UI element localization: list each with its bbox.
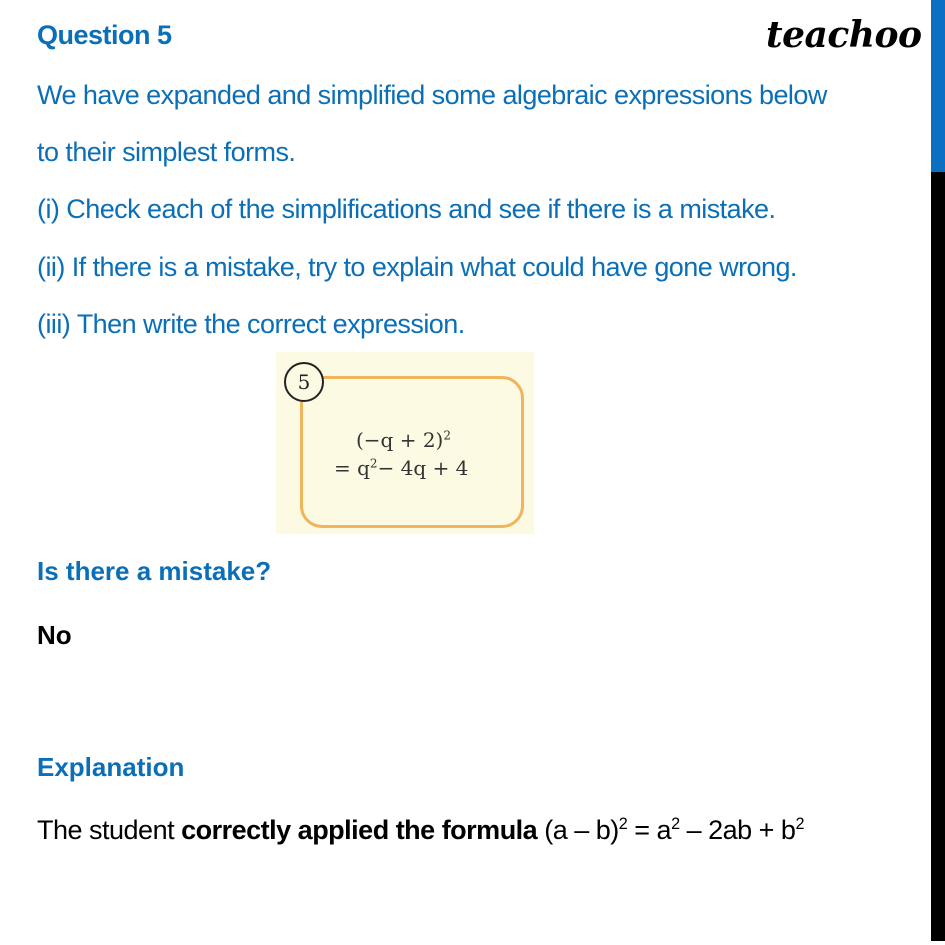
question-part-ii: (ii) If there is a mistake, try to explain what could have gone wrong.	[37, 252, 797, 282]
figure-number-badge: 5	[284, 362, 324, 402]
explanation-prefix: The student	[37, 815, 182, 845]
formula-exponent: 2	[618, 815, 628, 833]
question-part-iii: (iii) Then write the correct expression.	[37, 309, 465, 339]
formula-exponent: 2	[671, 815, 680, 833]
expression-line-1	[356, 428, 451, 452]
expr-prefix: = q	[334, 456, 370, 480]
mistake-heading: Is there a mistake?	[37, 556, 272, 586]
expression-figure	[276, 352, 534, 534]
mistake-answer: No	[37, 620, 72, 650]
expression-box	[300, 376, 524, 528]
expr-exponent: 2	[369, 456, 378, 471]
explanation-bold: correctly applied the formula	[181, 815, 538, 845]
expression-line-2	[334, 456, 468, 480]
side-scroll-bar	[931, 0, 945, 941]
explanation-text	[37, 815, 804, 846]
question-part-i: (i) Check each of the simplifications and see if there is a mistake.	[37, 194, 776, 224]
expr-exponent: 2	[443, 428, 452, 443]
question-intro-line-2: to their simplest forms.	[37, 137, 296, 167]
question-title: Question 5	[37, 20, 172, 50]
question-intro-line-1: We have expanded and simplified some algebraic expressions below	[37, 80, 827, 110]
expr-base: (−q + 2)	[356, 428, 444, 452]
formula-part: = a	[627, 815, 672, 845]
side-bar-accent	[931, 0, 945, 172]
teachoo-logo: teachoo	[766, 14, 922, 56]
expr-rest: − 4q + 4	[377, 456, 469, 480]
formula-part: (a – b)	[537, 815, 619, 845]
explanation-heading: Explanation	[37, 752, 185, 782]
formula-part: – 2ab + b	[679, 815, 796, 845]
formula-exponent: 2	[795, 815, 804, 833]
